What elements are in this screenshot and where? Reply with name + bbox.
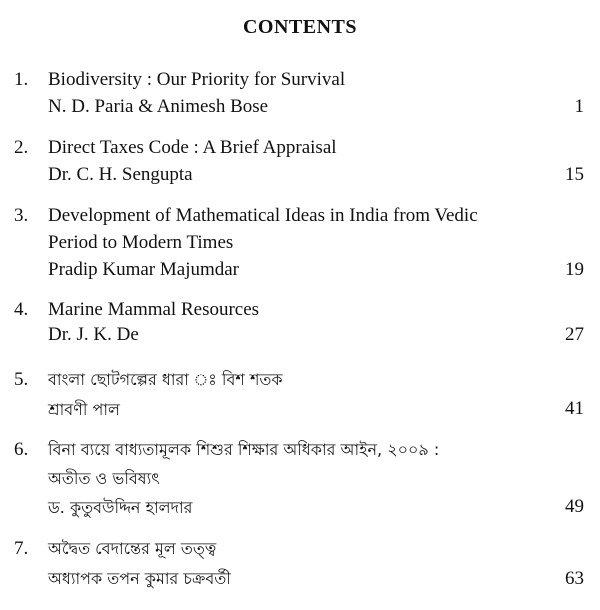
entry-number: 2.	[14, 137, 29, 158]
entry-page-number: 1	[574, 96, 584, 117]
entry-number: 3.	[14, 205, 29, 226]
entry-title-line-2: Period to Modern Times	[48, 232, 234, 253]
entry-page-number: 27	[565, 324, 584, 345]
entry-title: বাংলা ছোটগল্পের ধারা ঃ বিশ শতক	[48, 370, 283, 389]
entry-author: Dr. J. K. De	[48, 324, 139, 345]
entry-title-line-1: বিনা ব্যয়ে বাধ্যতামূলক শিশুর শিক্ষার অধিকার আইন, ২০০৯ :	[48, 440, 440, 459]
entry-author: Pradip Kumar Majumdar	[48, 259, 240, 280]
entry-number: 7.	[14, 538, 29, 559]
entry-author: অধ্যাপক তপন কুমার চক্রবর্তী	[48, 569, 231, 588]
entry-title-line-1: Development of Mathematical Ideas in India from Vedic	[48, 205, 478, 226]
entry-author: ড. কুতুবউদ্দিন হালদার	[48, 498, 193, 517]
entry-page-number: 19	[565, 259, 584, 280]
entry-author: Dr. C. H. Sengupta	[48, 164, 193, 185]
entry-page-number: 49	[565, 496, 584, 517]
entry-author: শ্রাবণী পাল	[48, 400, 120, 419]
entry-title: Biodiversity : Our Priority for Survival	[48, 69, 346, 90]
entry-page-number: 63	[565, 568, 584, 589]
entry-title: Marine Mammal Resources	[48, 299, 260, 320]
entry-page-number: 15	[565, 164, 584, 185]
entry-number: 5.	[14, 369, 29, 390]
entry-number: 4.	[14, 299, 29, 320]
entry-number: 1.	[14, 69, 29, 90]
entry-title: Direct Taxes Code : A Brief Appraisal	[48, 137, 337, 158]
entry-title-line-2: অতীত ও ভবিষ্যৎ	[48, 469, 160, 488]
entry-page-number: 41	[565, 398, 584, 419]
page-title: CONTENTS	[242, 16, 358, 38]
entry-title: অদ্বৈত বেদান্তের মূল তত্ত্ব	[48, 539, 217, 558]
entry-number: 6.	[14, 439, 29, 460]
entry-author: N. D. Paria & Animesh Bose	[48, 96, 269, 117]
